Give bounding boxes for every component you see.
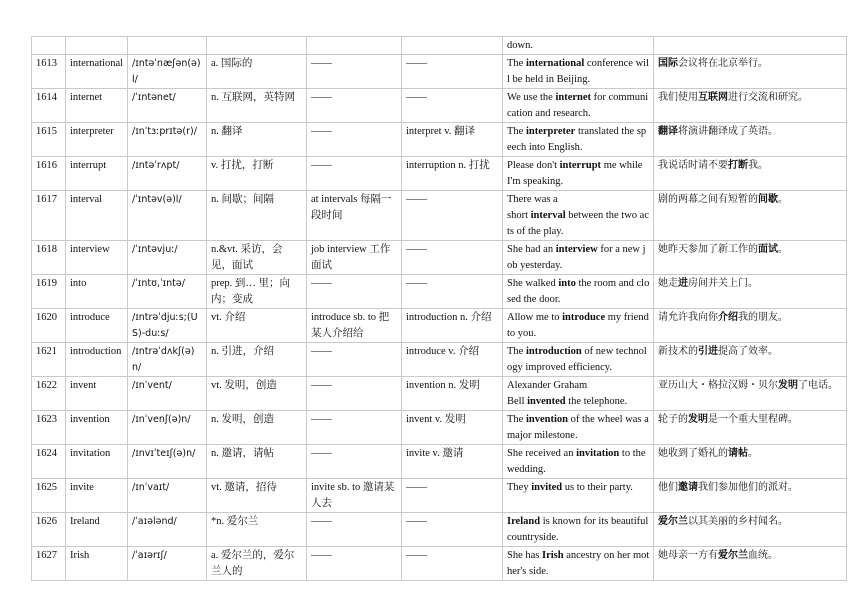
text-segment: She has [507, 550, 542, 561]
example-sentence-cell [503, 411, 654, 445]
highlighted-term: into [558, 278, 576, 289]
phonetic-cell: /ɪnˈvenʃ(ə)n/ [128, 411, 207, 445]
text-segment: short [507, 210, 531, 221]
text-segment: for communication and research. [507, 92, 649, 119]
text-segment: 将演讲翻译成了英语。 [678, 126, 778, 137]
headword-cell: introduction [66, 343, 128, 377]
phonetic-cell: /ɪnˈvent/ [128, 377, 207, 411]
text-segment: The [507, 414, 526, 425]
phrase-cell: —— [307, 275, 402, 309]
example-sentence-cell [503, 309, 654, 343]
table-row [32, 37, 847, 55]
example-translation-cell [654, 377, 847, 411]
headword-cell: interview [66, 241, 128, 275]
highlighted-term: 爱尔兰 [658, 516, 688, 527]
phonetic-cell: /ˈaɪərɪʃ/ [128, 547, 207, 581]
example-sentence-cell [503, 241, 654, 275]
text-segment: 她母亲一方有 [658, 550, 718, 561]
entry-number-cell: 1626 [32, 513, 66, 547]
text-segment: 以其美丽的乡村闻名。 [688, 516, 788, 527]
phonetic-cell: /ɪnvɪˈteɪʃ(ə)n/ [128, 445, 207, 479]
headword-cell: invention [66, 411, 128, 445]
part-of-speech-meaning-cell: vt. 发明，创造 [207, 377, 307, 411]
text-segment: She had an [507, 244, 556, 255]
highlighted-term: interrupt [559, 160, 602, 171]
text-segment: They [507, 482, 532, 493]
table-row [32, 343, 847, 377]
text-segment: Please don't [507, 160, 560, 171]
phonetic-cell: /ɪntrəˈdjuːs;(US)-duːs/ [128, 309, 207, 343]
phonetic-cell: /ɪntrəˈdʌkʃ(ə)n/ [128, 343, 207, 377]
example-translation-cell [654, 37, 847, 55]
example-translation-cell [654, 411, 847, 445]
part-of-speech-meaning-cell: n.&vt. 采访，会见，面试 [207, 241, 307, 275]
text-segment: Allow me to [507, 312, 563, 323]
derivative-cell: —— [402, 191, 503, 241]
derivative-cell: —— [402, 241, 503, 275]
example-translation-cell [654, 89, 847, 123]
headword-cell: international [66, 55, 128, 89]
table-row [32, 89, 847, 123]
highlighted-term: Irish [542, 550, 564, 561]
text-segment: me while I'm speaking. [507, 160, 643, 187]
derivative-cell: —— [402, 89, 503, 123]
text-segment: is known for its beautiful countryside. [507, 516, 649, 543]
phrase-cell: —— [307, 123, 402, 157]
highlighted-term: 邀请 [678, 482, 698, 493]
part-of-speech-meaning-cell: prep. 到… 里；向内；变成 [207, 275, 307, 309]
phonetic-cell: /ˈɪntəvjuː/ [128, 241, 207, 275]
highlighted-term: invented [527, 396, 566, 407]
text-segment: We use the [507, 92, 556, 103]
example-translation-cell [654, 343, 847, 377]
example-translation-cell [654, 479, 847, 513]
example-sentence-cell [503, 513, 654, 547]
phrase-cell: —— [307, 411, 402, 445]
text-segment: 我的朋友。 [738, 312, 788, 323]
example-translation-cell [654, 191, 847, 241]
phrase-cell: —— [307, 445, 402, 479]
phrase-cell: at intervals 每隔一段时间 [307, 191, 402, 241]
phonetic-cell: /ˈaɪələnd/ [128, 513, 207, 547]
entry-number-cell: 1613 [32, 55, 66, 89]
entry-number-cell: 1619 [32, 275, 66, 309]
part-of-speech-meaning-cell: n. 引进，介绍 [207, 343, 307, 377]
table-row [32, 479, 847, 513]
table-row [32, 55, 847, 89]
highlighted-term: interval [530, 210, 566, 221]
text-segment: 轮子的 [658, 414, 688, 425]
example-sentence-cell [503, 55, 654, 89]
text-segment: 血统。 [748, 550, 778, 561]
highlighted-term: invitation [576, 448, 620, 459]
part-of-speech-meaning-cell: n. 互联网，英特网 [207, 89, 307, 123]
entry-number-cell: 1620 [32, 309, 66, 343]
highlighted-term: international [525, 58, 585, 69]
highlighted-term: 介绍 [718, 312, 738, 323]
headword-cell: Ireland [66, 513, 128, 547]
entry-number-cell [32, 37, 66, 55]
headword-cell: internet [66, 89, 128, 123]
phrase-cell [307, 37, 402, 55]
derivative-cell: interruption n. 打扰 [402, 157, 503, 191]
text-segment: 我们使用 [658, 92, 698, 103]
derivative-cell: invite v. 邀请 [402, 445, 503, 479]
text-segment: 房间并关上门。 [688, 278, 758, 289]
highlighted-term: Ireland [507, 516, 541, 527]
part-of-speech-meaning-cell: a. 爱尔兰的，爱尔兰人的 [207, 547, 307, 581]
vocabulary-table [31, 36, 847, 581]
phrase-cell: —— [307, 157, 402, 191]
example-sentence-cell [503, 479, 654, 513]
text-segment: 剧的两幕之间有短暂的 [658, 194, 758, 205]
text-segment: 是一个重大里程碑。 [708, 414, 798, 425]
text-segment: Alexander Graham [507, 380, 588, 391]
entry-number-cell: 1622 [32, 377, 66, 411]
headword-cell: invitation [66, 445, 128, 479]
entry-number-cell: 1615 [32, 123, 66, 157]
text-segment: 。 [778, 244, 788, 255]
text-segment: She walked [507, 278, 559, 289]
entry-number-cell: 1618 [32, 241, 66, 275]
text-segment: between the two acts of the play. [507, 210, 650, 237]
text-segment: 会议将在北京举行。 [678, 58, 768, 69]
derivative-cell: —— [402, 479, 503, 513]
example-translation-cell [654, 275, 847, 309]
derivative-cell: interpret v. 翻译 [402, 123, 503, 157]
text-segment: the telephone. [565, 396, 628, 407]
phonetic-cell [128, 37, 207, 55]
phonetic-cell: /ˈɪntənet/ [128, 89, 207, 123]
part-of-speech-meaning-cell: a. 国际的 [207, 55, 307, 89]
derivative-cell: —— [402, 55, 503, 89]
entry-number-cell: 1627 [32, 547, 66, 581]
part-of-speech-meaning-cell: n. 邀请，请帖 [207, 445, 307, 479]
entry-number-cell: 1625 [32, 479, 66, 513]
highlighted-term: 打断 [728, 160, 748, 171]
table-row [32, 411, 847, 445]
text-segment: 。 [778, 194, 788, 205]
example-translation-cell [654, 157, 847, 191]
table-row [32, 547, 847, 581]
table-row [32, 513, 847, 547]
example-translation-cell [654, 55, 847, 89]
example-sentence-cell [503, 275, 654, 309]
derivative-cell: invent v. 发明 [402, 411, 503, 445]
phrase-cell: —— [307, 547, 402, 581]
text-segment: the room and closed the door. [507, 278, 650, 305]
phonetic-cell: /ˈɪntəv(ə)l/ [128, 191, 207, 241]
text-segment: 亚历山大・格拉汉姆・贝尔 [658, 380, 778, 391]
text-segment: There was a [507, 194, 558, 205]
text-segment: of the wheel was a major milestone. [507, 414, 649, 441]
derivative-cell: invention n. 发明 [402, 377, 503, 411]
text-segment: my friend to you. [507, 312, 649, 339]
derivative-cell [402, 37, 503, 55]
text-segment: 请允许我向你 [658, 312, 718, 323]
highlighted-term: 面试 [758, 244, 778, 255]
text-segment: 我说话时请不要 [658, 160, 728, 171]
phonetic-cell: /ɪnˈtɜːprɪtə(r)/ [128, 123, 207, 157]
headword-cell: interpreter [66, 123, 128, 157]
example-translation-cell [654, 445, 847, 479]
example-sentence-cell [503, 191, 654, 241]
headword-cell: introduce [66, 309, 128, 343]
text-segment: translated the speech into English. [507, 126, 647, 153]
table-body [32, 37, 847, 581]
entry-number-cell: 1617 [32, 191, 66, 241]
text-segment: of new technology improved efficiency. [507, 346, 647, 373]
text-segment: 提高了效率。 [718, 346, 778, 357]
text-segment: 我。 [748, 160, 768, 171]
table-row [32, 275, 847, 309]
text-segment: 进行交流和研究。 [728, 92, 808, 103]
example-translation-cell [654, 123, 847, 157]
highlighted-term: 发明 [778, 380, 798, 391]
example-translation-cell [654, 241, 847, 275]
derivative-cell: introduction n. 介绍 [402, 309, 503, 343]
table-row [32, 309, 847, 343]
part-of-speech-meaning-cell [207, 37, 307, 55]
example-sentence-cell [503, 89, 654, 123]
table-row [32, 377, 847, 411]
headword-cell [66, 37, 128, 55]
highlighted-term: 爱尔兰 [718, 550, 748, 561]
highlighted-term: 间歇 [758, 194, 778, 205]
phrase-cell: —— [307, 89, 402, 123]
text-segment: She received an [507, 448, 577, 459]
entry-number-cell: 1624 [32, 445, 66, 479]
text-segment: Bell [507, 396, 528, 407]
phrase-cell: invite sb. to 邀请某人去 [307, 479, 402, 513]
highlighted-term: internet [555, 92, 592, 103]
text-segment: us to their party. [562, 482, 633, 493]
example-sentence-cell [503, 37, 654, 55]
example-translation-cell [654, 547, 847, 581]
phonetic-cell: /ɪnˈvaɪt/ [128, 479, 207, 513]
text-segment: The [507, 346, 526, 357]
phonetic-cell: /ˈɪntʊ,ˈɪntə/ [128, 275, 207, 309]
headword-cell: interval [66, 191, 128, 241]
text-segment: for a new job yesterday. [507, 244, 646, 271]
text-segment: The [507, 126, 526, 137]
derivative-cell: introduce v. 介绍 [402, 343, 503, 377]
highlighted-term: 国际 [658, 58, 678, 69]
text-segment: 了电话。 [798, 380, 838, 391]
part-of-speech-meaning-cell: *n. 爱尔兰 [207, 513, 307, 547]
text-segment: 她昨天参加了新工作的 [658, 244, 758, 255]
text-segment: to the wedding. [507, 448, 646, 475]
text-segment: down. [507, 40, 533, 51]
text-segment: 。 [748, 448, 758, 459]
phrase-cell: —— [307, 343, 402, 377]
text-segment: 我们参加他们的派对。 [698, 482, 798, 493]
example-sentence-cell [503, 157, 654, 191]
part-of-speech-meaning-cell: n. 发明，创造 [207, 411, 307, 445]
phrase-cell: —— [307, 55, 402, 89]
highlighted-term: introduce [562, 312, 606, 323]
entry-number-cell: 1616 [32, 157, 66, 191]
example-sentence-cell [503, 343, 654, 377]
highlighted-term: introduction [525, 346, 582, 357]
text-segment: 她走 [658, 278, 678, 289]
example-sentence-cell [503, 123, 654, 157]
derivative-cell: —— [402, 275, 503, 309]
phrase-cell: introduce sb. to 把某人介绍给 [307, 309, 402, 343]
phonetic-cell: /ɪntəˈnæʃən(ə)l/ [128, 55, 207, 89]
highlighted-term: invited [531, 482, 563, 493]
highlighted-term: 引进 [698, 346, 718, 357]
derivative-cell: —— [402, 513, 503, 547]
table-row [32, 157, 847, 191]
headword-cell: Irish [66, 547, 128, 581]
part-of-speech-meaning-cell: vt. 邀请，招待 [207, 479, 307, 513]
example-sentence-cell [503, 547, 654, 581]
derivative-cell: —— [402, 547, 503, 581]
headword-cell: invent [66, 377, 128, 411]
headword-cell: invite [66, 479, 128, 513]
entry-number-cell: 1623 [32, 411, 66, 445]
part-of-speech-meaning-cell: n. 间歇；间隔 [207, 191, 307, 241]
table-row [32, 241, 847, 275]
part-of-speech-meaning-cell: n. 翻译 [207, 123, 307, 157]
table-row [32, 123, 847, 157]
part-of-speech-meaning-cell: v. 打扰，打断 [207, 157, 307, 191]
phrase-cell: —— [307, 513, 402, 547]
highlighted-term: 发明 [688, 414, 708, 425]
table-row [32, 445, 847, 479]
headword-cell: interrupt [66, 157, 128, 191]
text-segment: conference will be held in Beijing. [507, 58, 650, 85]
text-segment: 他们 [658, 482, 678, 493]
example-translation-cell [654, 309, 847, 343]
phrase-cell: job interview 工作面试 [307, 241, 402, 275]
table-row [32, 191, 847, 241]
highlighted-term: 互联网 [698, 92, 728, 103]
text-segment: 新技术的 [658, 346, 698, 357]
text-segment: ancestry on her mother's side. [507, 550, 650, 577]
part-of-speech-meaning-cell: vt. 介绍 [207, 309, 307, 343]
phrase-cell: —— [307, 377, 402, 411]
highlighted-term: interpreter [525, 126, 576, 137]
headword-cell: into [66, 275, 128, 309]
highlighted-term: 进 [678, 278, 688, 289]
phonetic-cell: /ɪntəˈrʌpt/ [128, 157, 207, 191]
highlighted-term: invention [525, 414, 568, 425]
example-translation-cell [654, 513, 847, 547]
highlighted-term: interview [555, 244, 598, 255]
example-sentence-cell [503, 445, 654, 479]
text-segment: The [507, 58, 526, 69]
highlighted-term: 翻译 [658, 126, 678, 137]
text-segment: 她收到了婚礼的 [658, 448, 728, 459]
highlighted-term: 请帖 [728, 448, 748, 459]
entry-number-cell: 1614 [32, 89, 66, 123]
entry-number-cell: 1621 [32, 343, 66, 377]
example-sentence-cell [503, 377, 654, 411]
